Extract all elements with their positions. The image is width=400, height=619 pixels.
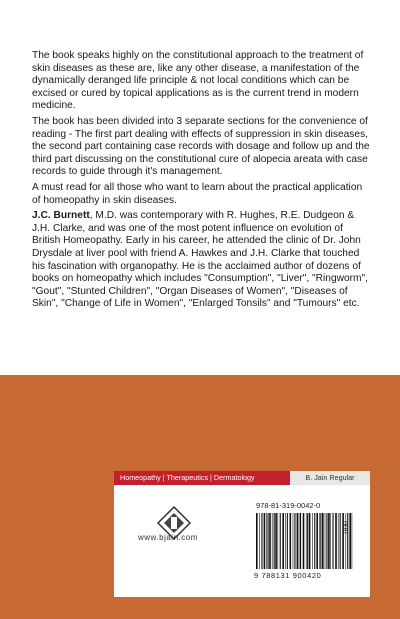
barcode-bar <box>314 513 315 569</box>
blurb-text <box>32 50 372 314</box>
barcode-bar <box>326 513 327 569</box>
barcode-bar <box>325 513 326 569</box>
blurb-paragraph-2: The book has been divided into 3 separate sections for the convenience of reading - The first part dealing with effects of suppression in skin diseases, the second part containing case records with dosage and follow up and the third part discussing on the constitutional cure of alopecia areata with case records to guide through it's management. <box>32 115 370 178</box>
author-name: J.C. Burnett <box>32 210 90 222</box>
barcode-bar <box>278 513 279 569</box>
barcode-bar <box>338 513 339 569</box>
barcode-bar <box>352 513 353 569</box>
barcode-bar <box>261 513 262 569</box>
author-bio: , M.D. was contemporary with R. Hughes, R.E. Dudgeon & J.H. Clarke, and was one of the most potent influence on evolution of British Homeopathy. Early in his career, he attended the clinic of Dr. John Drysdale at liver pool with friend A. Hawkes and J.H. Clarke that touched his fascination with organopathy. He is the acclaimed author of dozens of books on homeopathy which includes "Consumption", "Liver", "Ringworm", "Gout", "Stunted Children", "Organ Diseases of Women", "Diseases of Skin", "Change of Life in Women", "Enlarged Tonsils" and "Tumours" etc. <box>32 210 368 310</box>
barcode-bar <box>328 513 330 569</box>
barcode-bar <box>299 513 300 569</box>
barcode-bar <box>268 513 269 569</box>
barcode-number: 9 788131 900420 <box>254 571 322 580</box>
barcode-bar <box>259 513 260 569</box>
barcode-bar <box>290 513 292 569</box>
barcode-bar <box>300 513 301 569</box>
blurb-paragraph-3: A must read for all those who want to learn about the practical application of homeopathy in skin diseases. <box>32 181 363 206</box>
barcode-bar <box>335 513 337 569</box>
orange-band <box>0 375 400 619</box>
barcode-bar <box>312 513 313 569</box>
barcode-bar <box>322 513 324 569</box>
info-panel <box>114 471 370 597</box>
barcode-bar <box>306 513 307 569</box>
barcode-bar <box>330 513 331 569</box>
barcode-bar <box>297 513 299 569</box>
barcode-bar <box>272 513 273 569</box>
barcode-image <box>254 513 354 569</box>
author-paragraph <box>32 210 372 311</box>
barcode-bar <box>319 513 320 569</box>
barcode-bar <box>307 513 308 569</box>
barcode-bar <box>320 513 321 569</box>
barcode-bar <box>282 513 284 569</box>
barcode-bar <box>309 513 311 569</box>
barcode-bar <box>303 513 305 569</box>
barcode-bar <box>269 513 271 569</box>
barcode-bar <box>275 513 277 569</box>
series-name: B. Jain Regular <box>290 471 370 485</box>
blurb-paragraph-1: The book speaks highly on the constitutional approach to the treatment of skin diseases as these are, like any other disease, a manifestation of the dynamically deranged life principle & not local conditions which can be excised or cured by topical applications as is the current trend in modern medicine. <box>32 50 364 112</box>
website-url: www.bjain.com <box>138 533 198 542</box>
isbn-number: 978-81-319-0042-0 <box>256 501 321 510</box>
barcode-bar <box>287 513 288 569</box>
category-bar <box>114 471 370 485</box>
barcode-bar <box>333 513 334 569</box>
barcode-bar <box>274 513 275 569</box>
barcode-bar <box>293 513 294 569</box>
barcode-bar <box>294 513 295 569</box>
barcode-bar <box>266 513 267 569</box>
barcode-bar <box>256 513 258 569</box>
price-text: 800 <box>341 521 350 534</box>
barcode-bar <box>264 513 266 569</box>
category-list: Homeopathy | Therapeutics | Dermatology <box>114 471 290 485</box>
barcode-bar <box>316 513 318 569</box>
barcode-bar <box>285 513 286 569</box>
barcode-bar <box>280 513 281 569</box>
